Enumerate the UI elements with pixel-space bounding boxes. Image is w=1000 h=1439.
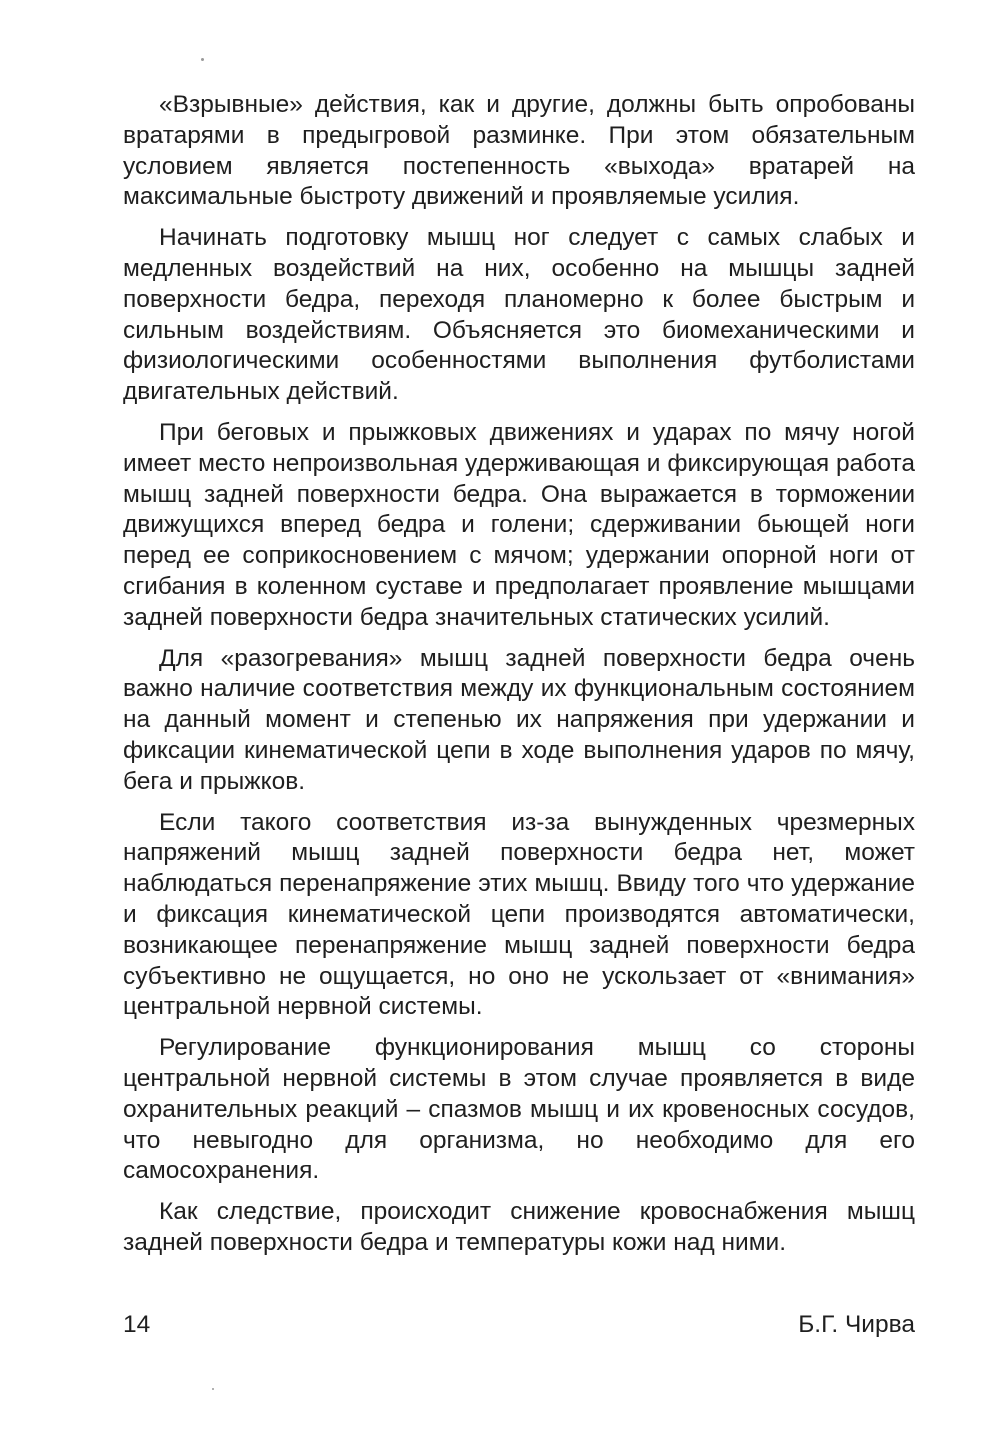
paragraph-2: Начинать подготовку мышц ног следует с самых слабых и медленных воздействий на них, особенно на мышцы задней поверхности бедра, переходя планомерно к более быстрым и сильным воздействиям. Объясняется это биомеханическими и физиологическими особенностями выполнения футболистами двигательных действий.	[123, 224, 915, 406]
paragraph-6: Регулирование функционирования мышц со стороны центральной нервной системы в этом случае проявляется в виде охранительных реакций – спазмов мышц и их кровеносных сосудов, что невыгодно для организма, но необходимо для его самосохранения.	[123, 1034, 915, 1185]
paragraph-4: Для «разогревания» мышц задней поверхности бедра очень важно наличие соответствия между их функциональным состоянием на данный момент и степенью их напряжения при удержании и фиксации кинематической цепи в ходе выполнения ударов по мячу, бега и прыжков.	[123, 644, 915, 795]
author-name: Б.Г. Чирва	[798, 1311, 915, 1338]
paragraph-7: Как следствие, происходит снижение кровоснабжения мышц задней поверхности бедра и температуры кожи над ними.	[123, 1198, 915, 1256]
paragraph-3: При беговых и прыжковых движениях и ударах по мячу ногой имеет место непроизвольная удерживающая и фиксирующая работа мышц задней поверхности бедра. Она выражается в торможении движущихся вперед бедра и голени; сдерживании бьющей ноги перед ее соприкосновением с мячом; удержании опорной ноги от сгибания в коленном суставе и предполагает проявление мышцами задней поверхности бедра значительных статических усилий.	[123, 418, 915, 631]
page-number: 14	[123, 1311, 151, 1338]
scan-speck	[212, 1388, 214, 1390]
paragraph-1: «Взрывные» действия, как и другие, должны быть опробованы вратарями в предыгровой разминке. При этом обязательным условием является постепенность «выхода» вратарей на максимальные быстроту движений и проявляемые усилия.	[123, 91, 915, 211]
paragraph-5: Если такого соответствия из-за вынужденных чрезмерных напряжений мышц задней поверхности бедра нет, может наблюдаться перенапряжение этих мышц. Ввиду того что удержание и фиксация кинематической цепи производятся автоматически, возникающее перенапряжение мышц задней поверхности бедра субъективно не ощущается, но оно не ускользает от «внимания» центральной нервной системы.	[123, 808, 915, 1021]
body-text	[123, 90, 915, 1269]
scan-speck	[201, 58, 204, 61]
page-footer	[123, 1310, 915, 1340]
